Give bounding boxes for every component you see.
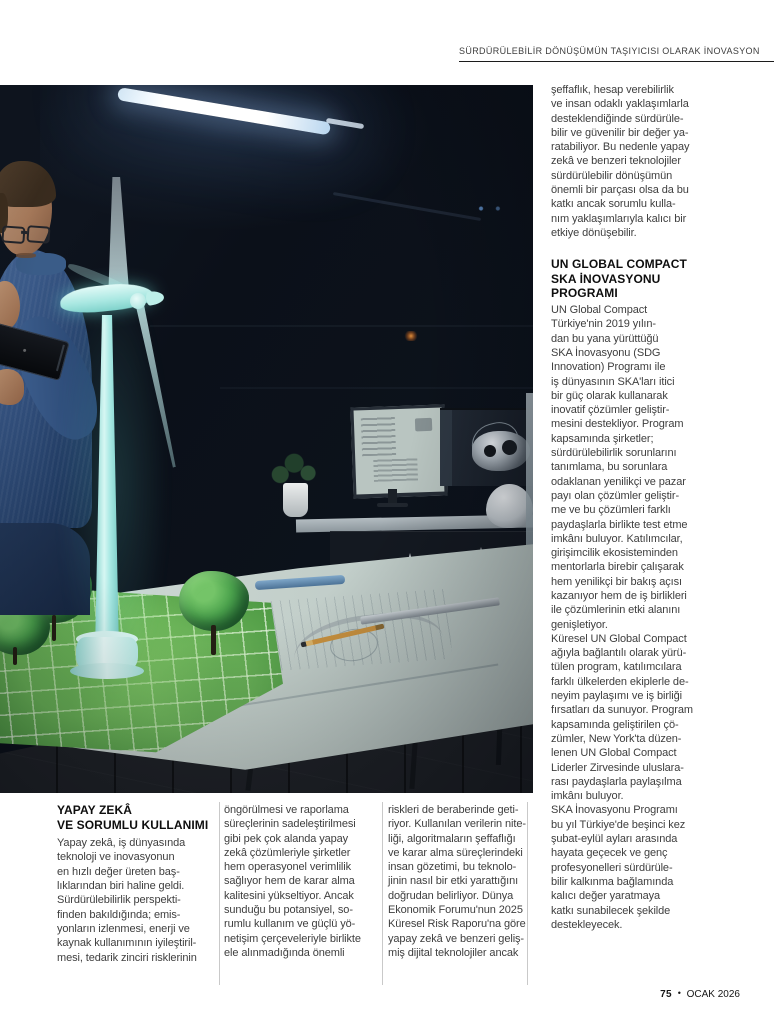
ai-heading: YAPAY ZEKÂ VE SORUMLU KULLANIMI xyxy=(57,803,209,832)
column-divider xyxy=(382,802,383,985)
monitor-with-schematics xyxy=(350,404,447,498)
schematic-sketch xyxy=(415,418,432,432)
warm-light-dot xyxy=(404,331,418,341)
bottom-column-2 xyxy=(224,803,381,960)
glasses-bridge xyxy=(21,231,27,234)
ai-body-continued: öngörülmesi ve raporlama süreçlerinin sadeleştirilmesi gibi pek çok alanda yapay zekâ çözümleriyle şirketler hem operasyonel verimlilik sağlıyor hem de karar alma kalitesini yükseltiyor. Ancak sunduğu bu potansiyel, so- rumlu kullanım ve güçlü yö- netişim çerçeveleriyle birlikte ele alınmadığında önemli xyxy=(224,804,361,959)
bottom-column-3 xyxy=(388,803,536,960)
section-kicker: SÜRDÜRÜLEBİLİR DÖNÜŞÜMÜN TAŞIYICISI OLARAK İNOVASYON xyxy=(459,46,774,62)
background-shelf-line xyxy=(220,387,533,389)
page-number: 75 xyxy=(660,989,672,1000)
tree-trunk xyxy=(211,625,216,655)
background-shelf-line xyxy=(150,325,533,327)
man-hand xyxy=(0,369,24,405)
wall-panel-strip xyxy=(526,393,533,555)
plant-pot xyxy=(283,483,308,517)
column-divider xyxy=(527,802,528,985)
screen-panel xyxy=(440,410,452,486)
hub-hole xyxy=(502,440,517,455)
man-mouth xyxy=(16,253,36,258)
column-divider xyxy=(219,802,220,985)
hub-hole xyxy=(484,445,496,457)
turbine-base xyxy=(70,663,144,679)
schematic-sketch xyxy=(361,415,396,456)
eyeglasses xyxy=(1,223,48,244)
monitor-base xyxy=(377,503,408,507)
feature-photo xyxy=(0,85,533,793)
tree-trunk xyxy=(52,615,56,641)
intro-paragraph: şeffaflık, hesap verebilirlik ve insan odaklı yaklaşımlarla desteklendiğinde sürdürüle- bilir ve güvenilir bir değer ya- ratabiliyor. Bu nedenle yapay zekâ ve benzeri teknolojiler sürdürülebilir dönüşümün önemli bir parçası olsa da bu katkı ancak sorumlu kulla- nım yaklaşımlarıyla kalıcı bir etkiye dönüşebilir. xyxy=(551,84,690,239)
program-body: UN Global Compact Türkiye'nin 2019 yılın- dan bu yana yürüttüğü SKA İnovasyonu (SDG Innovation) Programı ile iş dünyasının SKA'ları itici bir güç olarak kullanarak inovatif çözümler geliştir- mesini destekliyor. Program kapsamında şirketler; sürdürülebilirlik sorunlarını tanımlama, bu sorunlara odaklanan yenilikçi ve pazar payı olan çözümler geliştir- me ve bu çözümleri farklı paydaşlarla birlikte test etme imkânı buluyor. Katılımcılar, girişimcilik ekosisteminden mentorlarla birebir çalışarak hem yenilikçi bir bakış açısı kazanıyor hem de iş birlikleri ile çözümlerinin etki alanını genişletiyor. Küresel UN Global Compact ağıyla bağlantılı olarak yürü- tülen program, katılımcılara farklı ülkelerden ekiplerle de- neyim paylaşımı ve iş birliği fırsatları da sunuyor. Program kapsamında geliştirilen çö- zümler, New York'ta düzen- lenen UN Global Compact Liderler Zirvesinde uluslara- rası paydaşlarla paylaşılma imkânı buluyor. SKA İnovasyonu Programı bu yıl Türkiye'de beşinci kez şubat-eylül ayları arasında hayata geçecek ve genç profesyonelleri sürdürüle- bilir kalkınma bağlamında kalıcı değer yaratmaya katkı sunabilecek şekilde destekleyecek. xyxy=(551,304,693,931)
ai-body-continued: riskleri de beraberinde geti- riyor. Kullanılan verilerin nite- liği, algoritmaların şeffaflığı ve karar alma süreçlerindeki insan gözetimi, bu teknolo- jinin nasıl bir etki yarattığını doğrudan belirliyor. Dünya Ekonomik Forumu'nun 2025 Küresel Risk Raporu'na göre yapay zekâ ve benzeri geliş- miş dijital teknolojiler ancak xyxy=(388,804,526,959)
footer-bullet: • xyxy=(677,988,681,998)
page-footer xyxy=(540,989,740,1000)
issue-date: OCAK 2026 xyxy=(686,989,740,1000)
turbine-rotor-hub xyxy=(130,293,146,309)
schematic-sketch xyxy=(373,456,418,482)
ai-body: Yapay zekâ, iş dünyasında teknoloji ve inovasyonun en hızlı değer üreten baş- lıklarından biri haline geldi. Sürdürülebilirlik perspekti- finden bakıldığında; emis- yonların izlenmesi, enerji ve kaynak kullanımının iyileştiril- mesi, tedarik zinciri risklerinin xyxy=(57,837,197,964)
glasses-lens xyxy=(1,225,25,244)
glasses-lens xyxy=(26,225,50,244)
bottom-column-1 xyxy=(57,803,219,965)
phone-logo xyxy=(23,349,27,353)
device-led-dots xyxy=(476,206,504,211)
tree-trunk xyxy=(13,647,17,665)
right-text-column xyxy=(551,83,723,932)
program-heading: UN GLOBAL COMPACT SKA İNOVASYONU PROGRAMI xyxy=(551,257,687,301)
